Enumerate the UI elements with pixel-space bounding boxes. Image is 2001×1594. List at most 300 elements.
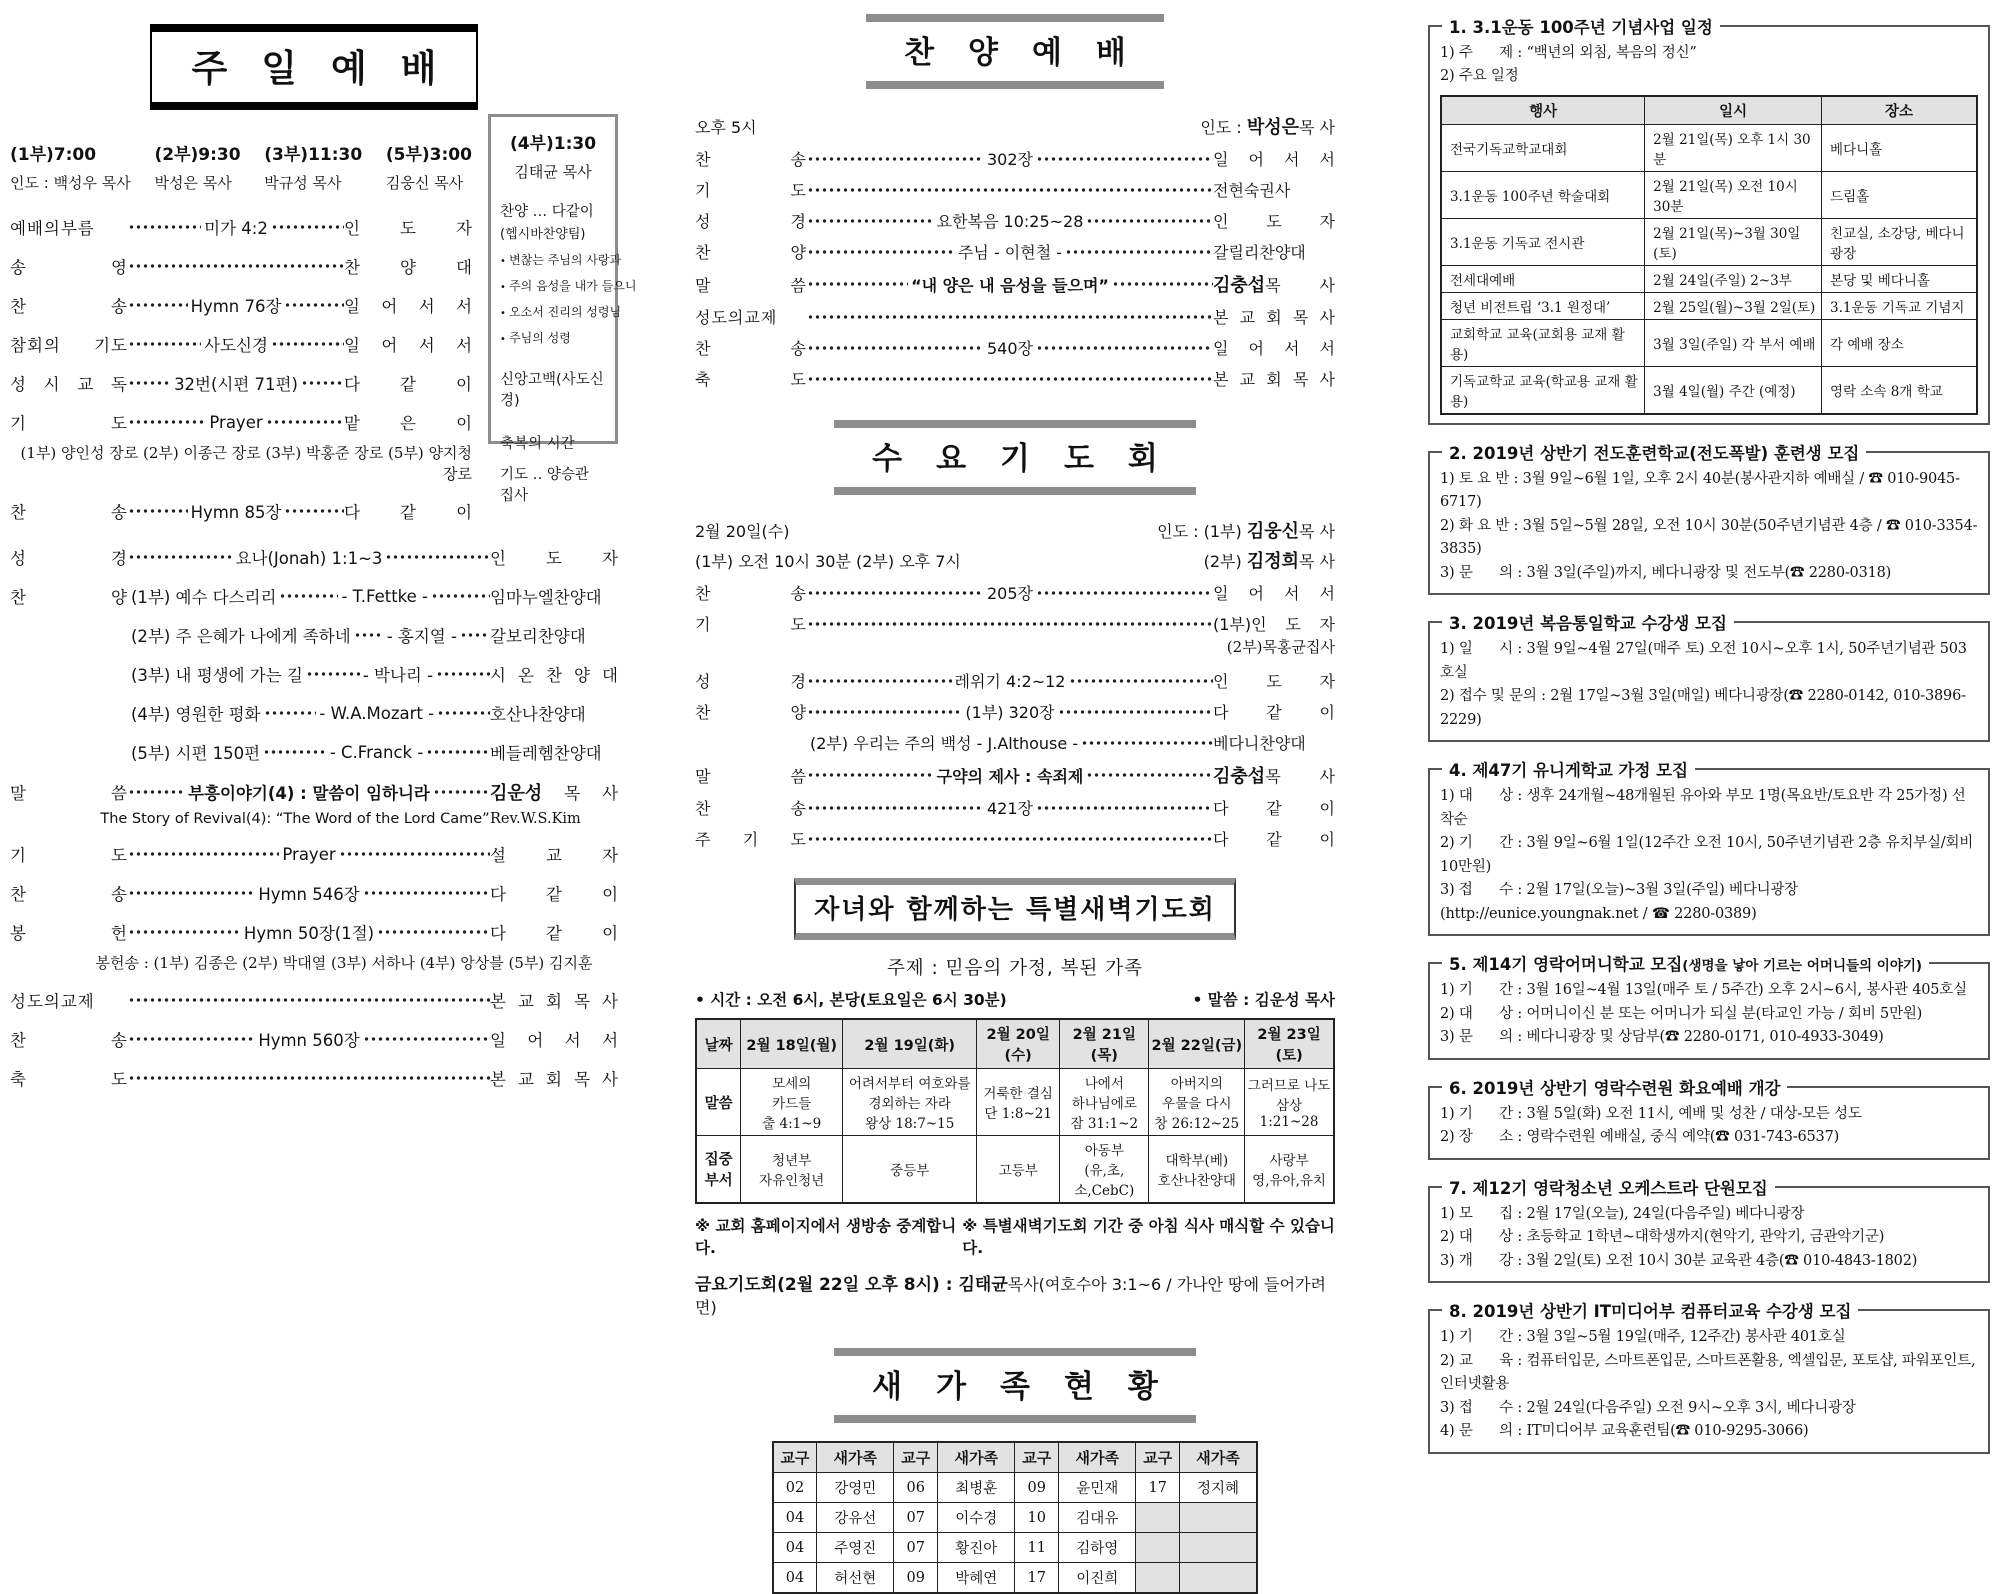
worship-row xyxy=(10,410,472,434)
dawn-note-breakfast: ※ 특별새벽기도회 기간 중 아침 식사 매식할 수 있습니다. xyxy=(962,1217,1335,1257)
column-header: 교구 xyxy=(1136,1442,1180,1473)
table-cell: 대학부(베) 호산나찬양대 xyxy=(1149,1136,1245,1204)
notice-1-title: 1. 3.1운동 100주년 기념사업 일정 xyxy=(1449,18,1713,37)
order-label: 찬 양 xyxy=(10,588,128,607)
table-cell: 10 xyxy=(1015,1503,1059,1533)
order-label: 찬 송 xyxy=(695,150,807,169)
dotted-leader xyxy=(1036,156,1213,162)
table-cell: 어려서부터 여호와를 경외하는 자라 왕상 18:7~15 xyxy=(843,1069,977,1136)
column-header: 2월 21일(목) xyxy=(1060,1019,1149,1069)
worship-row xyxy=(695,827,1335,850)
table-cell: 이진희 xyxy=(1059,1563,1136,1594)
worship-row xyxy=(695,240,1335,263)
text-line: 2) 장 소 : 영락수련원 예배실, 중식 예약(☎ 031-743-6537) xyxy=(1440,1129,1840,1146)
table-cell: 전국기독교학교대회 xyxy=(1441,124,1645,171)
order-note: (1부) 양인성 장로 (2부) 이종근 장로 (3부) 박홍준 장로 (5부) 양지청 장로 xyxy=(20,444,472,483)
order-label: 말 씀 xyxy=(10,784,128,803)
table-cell: 09 xyxy=(1015,1473,1059,1503)
table-row xyxy=(1441,319,1977,366)
worship-row xyxy=(10,779,618,805)
column-header: 장소 xyxy=(1822,96,1977,125)
table-cell: 07 xyxy=(894,1533,938,1563)
text-line: 1) 기 간 : 3월 5일(화) 오전 11시, 예배 및 성찬 / 대상-모든 성도 xyxy=(1440,1105,1862,1122)
worship-row xyxy=(10,332,472,356)
order-item: 540장 xyxy=(987,339,1033,358)
table-cell: 아버지의 우물을 다시 창 26:12~25 xyxy=(1149,1069,1245,1136)
worship-row xyxy=(695,367,1335,390)
notice-5-title: 5. 제14기 영락어머니학교 모집(생명을 낳아 기르는 어머니들의 이야기) xyxy=(1449,955,1923,975)
text-line: • 주의 음성을 내가 들으니 xyxy=(500,277,606,294)
column-header: 2월 20일(수) xyxy=(977,1019,1060,1069)
wednesday-order xyxy=(695,581,1335,850)
order-item: Prayer xyxy=(209,412,263,432)
table-cell: 김대유 xyxy=(1059,1503,1136,1533)
order-note: (2부)목홍균집사 xyxy=(1226,638,1335,656)
table-header-row xyxy=(773,1442,1257,1473)
dotted-leader xyxy=(807,709,962,715)
worship-row xyxy=(10,623,618,647)
service-4-praise: 찬양 … 다같이 xyxy=(500,204,594,220)
column-header: 교구 xyxy=(773,1442,817,1473)
column-header: 2월 18일(월) xyxy=(741,1019,843,1069)
service-5-time: (5부)3:00 xyxy=(385,145,472,165)
order-servant: 일 어 서 서 xyxy=(344,297,473,316)
text-line: 1) 모 집 : 2월 17일(오늘), 24일(다음주일) 베다니광장 xyxy=(1440,1205,1805,1222)
wednesday-date: 2월 20일(수) xyxy=(695,522,790,541)
order-servant: 다 같 이 xyxy=(1213,799,1335,818)
order-label: 찬 송 xyxy=(10,1031,128,1050)
table-cell: 그러므로 나도 삼상 1:21~28 xyxy=(1245,1069,1334,1136)
table-cell: 06 xyxy=(894,1473,938,1503)
order-servant: 인 도 자 xyxy=(1213,672,1336,691)
worship-row xyxy=(10,254,472,278)
order-label: 성도의교제 xyxy=(695,308,778,327)
notice-4-lines xyxy=(1440,785,1978,926)
table-cell: 2월 21일(목) 오전 10시 30분 xyxy=(1645,171,1822,218)
notice-2-title: 2. 2019년 상반기 전도훈련학교(전도폭발) 훈련생 모집 xyxy=(1449,443,1860,463)
worship-row xyxy=(10,740,618,764)
table-cell: 04 xyxy=(773,1533,817,1563)
table-cell: 전세대예배 xyxy=(1441,265,1645,292)
dotted-leader xyxy=(437,710,490,716)
table-cell: 주영진 xyxy=(817,1533,894,1563)
table-cell: 09 xyxy=(894,1563,938,1594)
order-label: 찬 송 xyxy=(695,339,807,358)
text-line: 2) 대 상 : 어머니이신 분 또는 어머니가 되실 분(타교인 가능 / 회비 5만원) xyxy=(1440,1005,1923,1022)
order-servant: 인 도 자 xyxy=(344,219,472,238)
text-line: • 주님의 성령 xyxy=(500,329,606,346)
order-servant: 베다니찬양대 xyxy=(1213,734,1306,753)
order-label: 성 경 xyxy=(695,212,807,231)
worship-row xyxy=(695,731,1335,754)
notice-6-lines xyxy=(1440,1103,1978,1150)
table-cell: 윤민재 xyxy=(1059,1473,1136,1503)
dotted-leader xyxy=(807,836,1213,842)
dotted-leader xyxy=(433,789,490,795)
service-5-leader: 김웅신 목사 xyxy=(385,174,464,192)
order-servant: 베들레헴찬양대 xyxy=(490,744,602,763)
worship-row xyxy=(695,147,1335,170)
table-cell: 나에서 하나님에로 잠 31:1~2 xyxy=(1060,1069,1149,1136)
dotted-leader xyxy=(363,890,490,896)
order-label: 봉 헌 xyxy=(10,924,128,943)
table-cell: 기독교학교 교육(학교용 교재 활용) xyxy=(1441,366,1645,414)
notice-1-lines xyxy=(1440,42,1978,89)
order-label: 찬 송 xyxy=(10,503,128,522)
table-row xyxy=(696,1069,1334,1136)
worship-row xyxy=(10,662,618,686)
dotted-leader xyxy=(426,749,490,755)
order-label: 기 도 xyxy=(695,615,807,634)
order-item: 부흥이야기(4) : 말씀이 임하니라 xyxy=(188,784,430,803)
dotted-leader xyxy=(807,621,1213,627)
order-item: (1부) 320장 xyxy=(965,703,1055,722)
dotted-leader xyxy=(807,187,1213,193)
table-cell: 3.1운동 기독교 기념지 xyxy=(1822,292,1977,319)
table-cell: 집중 부서 xyxy=(696,1136,741,1204)
dotted-leader xyxy=(1036,590,1213,596)
wednesday-leader-2: (2부) 김정희목 사 xyxy=(1203,551,1335,572)
order-label: 기 도 xyxy=(10,846,128,865)
service-5 xyxy=(386,140,472,193)
order-servant: 시 온 찬 양 대 xyxy=(490,666,618,685)
centennial-schedule-table xyxy=(1440,95,1978,415)
table-row xyxy=(696,1136,1334,1204)
order-composer: - W.A.Mozart - xyxy=(319,703,435,723)
text-line: 3) 문 의 : 3월 3일(주일)까지, 베다니광장 및 전도부(☎ 2280-0318) xyxy=(1440,564,1892,581)
dotted-leader xyxy=(436,671,490,677)
dotted-leader xyxy=(128,997,490,1003)
table-row xyxy=(1441,292,1977,319)
dotted-leader xyxy=(128,380,171,386)
worship-row xyxy=(10,1066,618,1090)
dotted-leader xyxy=(1086,772,1213,778)
service-4-prayer: 기도 ‥ 양승관 집사 xyxy=(500,467,589,504)
order-label: 성 경 xyxy=(10,549,128,568)
notice-6-title: 6. 2019년 상반기 영락수련원 화요예배 개강 xyxy=(1449,1078,1781,1098)
order-servant: 맡 은 이 xyxy=(344,414,473,433)
table-cell: 중등부 xyxy=(843,1136,977,1204)
table-cell: 모세의 카드들 출 4:1~9 xyxy=(741,1069,843,1136)
table-row xyxy=(773,1503,1257,1533)
order-label: 찬 양 xyxy=(695,243,807,262)
praise-service-title: 찬양예배 xyxy=(866,14,1164,89)
column-header: 2월 19일(화) xyxy=(843,1019,977,1069)
wednesday-times: (1부) 오전 10시 30분 (2부) 오후 7시 xyxy=(695,552,961,571)
order-servant: 다 같 이 xyxy=(344,375,472,394)
notice-4-title: 4. 제47기 유니게학교 가정 모집 xyxy=(1449,761,1689,781)
dawn-note-broadcast: ※ 교회 홈페이지에서 생방송 중계합니다. xyxy=(695,1217,957,1257)
table-cell: 각 예배 장소 xyxy=(1822,319,1977,366)
order-item: Hymn 85장 xyxy=(190,503,282,522)
column-header: 교구 xyxy=(1015,1442,1059,1473)
dotted-leader xyxy=(128,851,279,857)
dotted-leader xyxy=(1069,678,1214,684)
newcomers-table xyxy=(772,1441,1258,1594)
wednesday-header xyxy=(695,517,1335,573)
dotted-leader xyxy=(128,419,206,425)
dotted-leader xyxy=(284,302,344,308)
worship-row xyxy=(695,336,1335,359)
column-header: 새가족 xyxy=(1059,1442,1136,1473)
table-row xyxy=(773,1563,1257,1594)
order-label: 기 도 xyxy=(10,414,128,433)
order-item: Hymn 560장 xyxy=(258,1031,360,1050)
text-line: 2) 교 육 : 컴퓨터입문, 스마트폰입문, 스마트폰활용, 엑셀입문, 포토샵, 파워포인트, 인터넷활용 xyxy=(1440,1352,1980,1393)
text-line: 3) 접 수 : 2월 24일(다음주일) 오전 9시~오후 3시, 베다니광장 xyxy=(1440,1399,1856,1416)
column-header: 새가족 xyxy=(817,1442,894,1473)
order-subtitle xyxy=(10,811,618,827)
table-cell: 02 xyxy=(773,1473,817,1503)
order-item: (1부) 예수 다스리리 xyxy=(131,588,277,607)
order-item: (4부) 영원한 평화 xyxy=(131,705,261,724)
dotted-leader xyxy=(128,508,188,514)
notice-5-lines xyxy=(1440,979,1978,1049)
dotted-leader xyxy=(1065,249,1213,255)
table-header-row xyxy=(1441,96,1977,125)
worship-row xyxy=(10,371,472,395)
order-servant: 인 도 자 xyxy=(1213,212,1336,231)
dotted-leader xyxy=(128,1036,255,1042)
praise-service-leader: 인도 : 박성은목 사 xyxy=(1200,117,1335,138)
table-cell: 3.1운동 기독교 전시관 xyxy=(1441,218,1645,265)
text-line: 2) 대 상 : 초등학교 1학년~대학생까지(현악기, 관악기, 금관악기군) xyxy=(1440,1229,1885,1246)
table-cell xyxy=(1180,1503,1258,1533)
notice-section-5 xyxy=(1428,951,1990,1059)
column-header: 새가족 xyxy=(1180,1442,1258,1473)
dotted-leader xyxy=(271,224,344,230)
table-row xyxy=(1441,171,1977,218)
praise-service-order xyxy=(695,147,1335,390)
order-item: Hymn 546장 xyxy=(258,885,360,904)
order-composer: - T.Fettke - xyxy=(341,586,428,606)
table-row xyxy=(1441,218,1977,265)
worship-row xyxy=(10,545,618,569)
column-header: 일시 xyxy=(1645,96,1822,125)
notice-3-lines xyxy=(1440,638,1978,732)
service-2-leader: 박성은 목사 xyxy=(154,174,232,192)
order-servant: 일 어 서 서 xyxy=(1213,339,1335,358)
dawn-prayer-title: 자녀와 함께하는 특별새벽기도회 xyxy=(794,878,1236,940)
order-item: “내 양은 내 음성을 들으며” xyxy=(911,275,1109,295)
worship-row xyxy=(695,209,1335,232)
text-line: • 변찮는 주님의 사랑과 xyxy=(500,251,606,268)
order-label: 송 영 xyxy=(10,258,128,277)
worship-row xyxy=(10,701,618,725)
order-servant: 찬 양 대 xyxy=(344,258,472,277)
text-line: 3) 접 수 : 2월 17일(오늘)~3월 3일(주일) 베다니광장(http://eunice.youngnak.net / ☎ 2280-0389) xyxy=(1440,882,1799,922)
order-label: 찬 송 xyxy=(695,799,807,818)
table-cell xyxy=(1136,1563,1180,1594)
table-cell: 아동부 (유,초,소,CebC) xyxy=(1060,1136,1149,1204)
order-composer: - C.Franck - xyxy=(329,742,424,762)
column-header: 교구 xyxy=(894,1442,938,1473)
text-line: 2) 접수 및 문의 : 2월 17일~3월 3일(매일) 베다니광장(☎ 2280-0142, 010-3896-2229) xyxy=(1440,688,1966,728)
sermon-speaker-en: Rev.W.S.Kim xyxy=(490,811,581,827)
worship-row xyxy=(695,271,1335,297)
table-cell: 청년 비전트립 ‘3.1 원정대’ xyxy=(1441,292,1645,319)
dotted-leader xyxy=(264,710,317,716)
dotted-leader xyxy=(431,593,490,599)
order-label: 기 도 xyxy=(695,181,807,200)
table-cell: 박혜연 xyxy=(938,1563,1015,1594)
worship-row xyxy=(10,215,472,239)
order-label: 참회의 기도 xyxy=(10,336,128,355)
order-item: Prayer xyxy=(282,844,336,864)
service-1 xyxy=(10,140,131,193)
order-item: 레위기 4:2~12 xyxy=(954,672,1066,691)
dotted-leader xyxy=(807,376,1213,382)
order-servant: 다 같 이 xyxy=(490,885,619,904)
table-cell: 3.1운동 100주년 학술대회 xyxy=(1441,171,1645,218)
table-cell: 3월 4일(월) 주간 (예정) xyxy=(1645,366,1822,414)
sunday-worship-title: 주일예배 xyxy=(150,24,479,110)
dotted-leader xyxy=(128,263,344,269)
dotted-leader xyxy=(1086,218,1213,224)
worship-row xyxy=(10,293,472,317)
service-4-leader: 김태균 목사 xyxy=(514,163,592,181)
order-servant: 본 교 회 목 사 xyxy=(490,1070,618,1089)
order-label: 말 씀 xyxy=(695,275,807,295)
order-servant: 일 어 서 서 xyxy=(344,336,473,355)
table-row xyxy=(1441,366,1977,414)
wednesday-header-line2 xyxy=(695,547,1335,573)
service-1-time: (1부)7:00 xyxy=(10,145,97,165)
order-label: 성 경 xyxy=(695,672,807,691)
order-servant: 설 교 자 xyxy=(490,846,619,865)
dotted-leader xyxy=(1058,709,1213,715)
order-servant: 본 교 회 목 사 xyxy=(1213,308,1335,327)
order-servant: 전현숙권사 xyxy=(1213,181,1291,200)
order-servant: 다 같 이 xyxy=(1213,703,1336,722)
order-servant: 본 교 회 목 사 xyxy=(1213,370,1335,389)
service-2 xyxy=(155,140,241,193)
worship-row xyxy=(695,178,1335,201)
worship-row xyxy=(695,796,1335,819)
dawn-time-note: • 시간 : 오전 6시, 본당(토요일은 6시 30분) xyxy=(695,991,1007,1009)
order-item: (5부) 시편 150편 xyxy=(131,744,261,763)
notice-7-lines xyxy=(1440,1203,1978,1273)
order-servant: 갈릴리찬양대 xyxy=(1213,243,1306,262)
order-item: 요나(Jonah) 1:1~3 xyxy=(235,549,383,568)
worship-row xyxy=(10,1027,618,1051)
table-cell: 고등부 xyxy=(977,1136,1060,1204)
worship-row xyxy=(10,920,618,944)
dotted-leader xyxy=(128,341,201,347)
service-1-leader: 인도 : 백성우 목사 xyxy=(10,174,131,192)
order-servant: 인 도 자 xyxy=(490,549,618,568)
notice-section-2 xyxy=(1428,440,1990,595)
order-label: 성 시 교 독 xyxy=(10,375,128,394)
worship-order-rest xyxy=(10,545,618,1090)
text-line: 2) 주요 일정 xyxy=(1440,68,1519,85)
table-cell: 친교실, 소강당, 베다니광장 xyxy=(1822,218,1977,265)
table-cell: 2월 21일(목)~3월 30일(토) xyxy=(1645,218,1822,265)
order-item: 205장 xyxy=(987,584,1033,603)
column-header: 2월 23일(토) xyxy=(1245,1019,1334,1069)
table-cell: 말씀 xyxy=(696,1069,741,1136)
worship-row xyxy=(10,499,472,523)
order-servant: 김충섭목 사 xyxy=(1213,766,1336,787)
dotted-leader xyxy=(128,554,233,560)
order-servant: 본 교 회 목 사 xyxy=(490,992,618,1011)
text-line: 3) 문 의 : 베다니광장 및 상담부(☎ 2280-0171, 010-4933-3049) xyxy=(1440,1029,1884,1046)
order-servant: 일 어 서 서 xyxy=(1213,150,1335,169)
order-servant: 임마누엘찬양대 xyxy=(490,588,602,607)
service-4-creed: 신앙고백(사도신경) xyxy=(500,372,604,409)
worship-row xyxy=(695,612,1335,635)
service-3 xyxy=(264,140,362,193)
order-note: 봉헌송 : (1부) 김종은 (2부) 박대열 (3부) 서하나 (4부) 앙상블 (5부) 김지훈 xyxy=(95,954,593,972)
order-servant: 일 어 서 서 xyxy=(1213,584,1335,603)
table-cell: 베다니홀 xyxy=(1822,124,1977,171)
order-servant: 다 같 이 xyxy=(1213,830,1335,849)
worship-row xyxy=(10,584,618,608)
dotted-leader xyxy=(279,593,338,599)
dotted-leader xyxy=(807,249,955,255)
dotted-leader xyxy=(807,590,984,596)
notice-8-lines xyxy=(1440,1326,1978,1443)
order-label: 주 기 도 xyxy=(695,830,807,849)
table-cell: 최병훈 xyxy=(938,1473,1015,1503)
text-line: 2) 화 요 반 : 3월 5일~5월 28일, 오전 10시 30분(50주년기념관 4층 / ☎ 010-3354-3835) xyxy=(1440,517,1978,558)
dotted-leader xyxy=(128,789,185,795)
service-2-time: (2부)9:30 xyxy=(154,145,241,165)
dotted-leader xyxy=(128,1075,490,1081)
table-cell: 본당 및 베다니홀 xyxy=(1822,265,1977,292)
order-servant: 다 같 이 xyxy=(490,924,619,943)
text-line: 1) 주 제 : “백년의 외침, 복음의 정신” xyxy=(1440,45,1697,61)
order-servant: (1부)인 도 자 xyxy=(1213,615,1335,634)
worship-row xyxy=(695,700,1335,723)
order-label: 성도의교제 xyxy=(10,992,95,1011)
notice-section-4 xyxy=(1428,757,1990,936)
text-line: • 오소서 진리의 성령님 xyxy=(500,303,606,320)
text-line: 1) 기 간 : 3월 3일~5월 19일(매주, 12주간) 봉사관 401호실 xyxy=(1440,1329,1846,1346)
dotted-leader xyxy=(363,1036,490,1042)
dotted-leader xyxy=(128,302,188,308)
dotted-leader xyxy=(128,929,241,935)
table-cell: 허선현 xyxy=(817,1563,894,1594)
text-line: 3) 개 강 : 3월 2일(토) 오전 10시 30분 교육관 4층(☎ 010-4843-1802) xyxy=(1440,1252,1918,1269)
text-line: 1) 토 요 반 : 3월 9일~6월 1일, 오후 2시 40분(봉사관지하 예배실 / ☎ 010-9045-6717) xyxy=(1440,470,1960,511)
dotted-leader xyxy=(263,749,327,755)
notice-section-8 xyxy=(1428,1298,1990,1453)
text-line: 1) 기 간 : 3월 16일~4월 13일(매주 토 / 5주간) 오후 2시~6시, 봉사관 405호실 xyxy=(1440,982,1967,999)
newcomers-title: 새가족현황 xyxy=(834,1348,1196,1423)
text-line: 1) 대 상 : 생후 24개월~48개월된 유아와 부모 1명(목요반/토요반 각 25가정) 선착순 xyxy=(1440,788,1966,828)
table-cell: 07 xyxy=(894,1503,938,1533)
table-cell: 04 xyxy=(773,1563,817,1594)
dotted-leader xyxy=(354,632,384,638)
table-cell: 거룩한 결심 단 1:8~21 xyxy=(977,1069,1060,1136)
notice-section-6 xyxy=(1428,1075,1990,1160)
order-item: 미가 4:2 xyxy=(204,219,268,238)
order-item: (2부) 우리는 주의 백성 - J.Althouse - xyxy=(810,734,1079,753)
table-cell: 영락 소속 8개 학교 xyxy=(1822,366,1977,414)
dotted-leader xyxy=(460,632,490,638)
table-cell: 17 xyxy=(1015,1563,1059,1594)
text-line: 4) 문 의 : IT미디어부 교육훈련팀(☎ 010-9295-3066) xyxy=(1440,1423,1809,1440)
service-4-song-list xyxy=(500,251,637,346)
table-cell: 11 xyxy=(1015,1533,1059,1563)
dotted-leader xyxy=(807,345,984,351)
service-4-blessing: 축복의 시간 xyxy=(500,436,575,452)
table-cell: 강영민 xyxy=(817,1473,894,1503)
worship-row xyxy=(695,669,1335,692)
announcements-column xyxy=(1428,14,1990,1469)
dawn-speaker-note: • 말씀 : 김운성 목사 xyxy=(1192,991,1335,1009)
